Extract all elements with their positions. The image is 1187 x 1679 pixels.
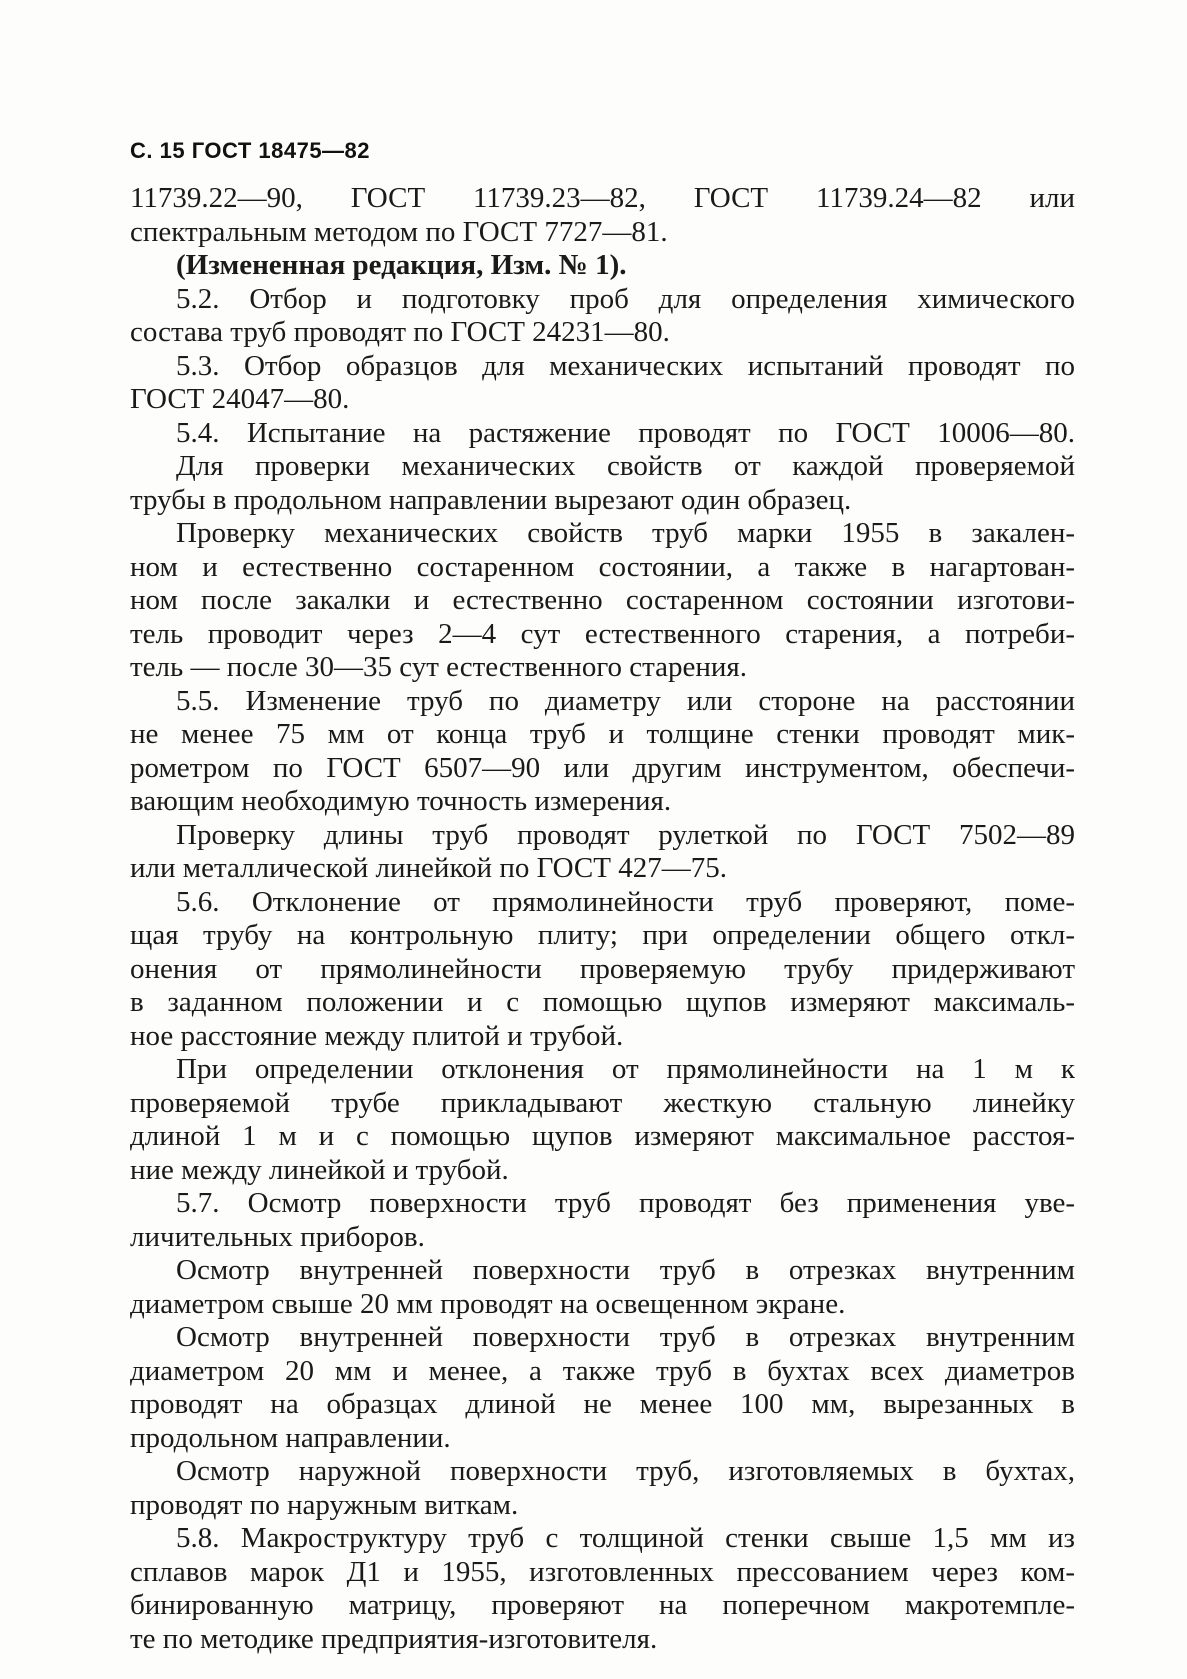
body-text (130, 182, 1075, 1656)
text-line: те по методике предприятия-изготовителя. (130, 1622, 658, 1655)
text-line: в заданном положении и с помощью щупов измеряют максималь- (130, 986, 1075, 1018)
text-line: Осмотр внутренней поверхности труб в отрезках внутренним (176, 1254, 1075, 1286)
text-line: 11739.22—90, ГОСТ 11739.23—82, ГОСТ 11739.24—82 или (130, 182, 1075, 214)
text-line: При определении отклонения от прямолинейности на 1 м к (176, 1053, 1075, 1085)
text-line: проводят на образцах длиной не менее 100 мм, вырезанных в (130, 1388, 1075, 1420)
text-line: тель — после 30—35 сут естественного старения. (130, 651, 748, 683)
text-line: Проверку длины труб проводят рулеткой по ГОСТ 7502—89 (176, 818, 1075, 851)
text-line: трубы в продольном направлении вырезают один образец. (130, 483, 852, 516)
text-line: личительных приборов. (130, 1220, 425, 1253)
text-line: Осмотр наружной поверхности труб, изготовляемых в бухтах, (176, 1455, 1075, 1487)
text-line: длиной 1 м и с помощью щупов измеряют максимальное расстоя- (130, 1120, 1075, 1152)
text-line: щая трубу на контрольную плиту; при определении общего откл- (130, 919, 1075, 951)
text-line: 5.2. Отбор и подготовку проб для определения химического (176, 282, 1075, 315)
text-line: 5.4. Испытание на растяжение проводят по ГОСТ 10006—80. (176, 416, 1075, 449)
text-line: ном после закалки и естественно состаренном состоянии изготови- (130, 584, 1075, 616)
text-line: или металлической линейкой по ГОСТ 427—75. (130, 852, 727, 884)
amendment-note: (Измененная редакция, Изм. № 1). (176, 249, 627, 281)
text-line: проверяемой трубе прикладывают жесткую стальную линейку (130, 1086, 1075, 1119)
text-line: рометром по ГОСТ 6507—90 или другим инструментом, обеспечи- (130, 751, 1075, 784)
text-line: Проверку механических свойств труб марки 1955 в закален- (176, 517, 1075, 549)
text-line: сплавов марок Д1 и 1955, изготовленных прессованием через ком- (130, 1555, 1075, 1588)
text-line: 5.8. Макроструктуру труб с толщиной стенки свыше 1,5 мм из (176, 1522, 1075, 1554)
text-line: ГОСТ 24047—80. (130, 383, 350, 415)
text-line: 5.5. Изменение труб по диаметру или стороне на расстоянии (176, 684, 1075, 717)
text-line: Для проверки механических свойств от каждой проверяемой (176, 450, 1075, 482)
text-line: ние между линейкой и трубой. (130, 1153, 509, 1186)
text-line: бинированную матрицу, проверяют на поперечном макротемпле- (130, 1589, 1075, 1621)
page-header: С. 15 ГОСТ 18475—82 (130, 138, 371, 163)
text-line: проводят по наружным виткам. (130, 1488, 519, 1521)
text-line: тель проводит через 2—4 сут естественного старения, а потреби- (130, 617, 1075, 650)
text-line: 5.6. Отклонение от прямолинейности труб проверяют, поме- (176, 885, 1075, 918)
text-line: продольном направлении. (130, 1421, 451, 1454)
text-line: диаметром свыше 20 мм проводят на освещенном экране. (130, 1287, 846, 1320)
text-line: 5.3. Отбор образцов для механических испытаний проводят по (176, 349, 1075, 382)
text-line: вающим необходимую точность измерения. (130, 785, 672, 817)
text-line: не менее 75 мм от конца труб и толщине стенки проводят мик- (130, 718, 1075, 750)
text-line: диаметром 20 мм и менее, а также труб в бухтах всех диаметров (130, 1354, 1075, 1387)
text-line: 5.7. Осмотр поверхности труб проводят без применения уве- (176, 1187, 1075, 1219)
text-line: ном и естественно состаренном состоянии, а также в нагартован- (130, 550, 1075, 583)
text-line: ное расстояние между плитой и трубой. (130, 1019, 624, 1052)
text-line: онения от прямолинейности проверяемую трубу придерживают (130, 952, 1075, 985)
text-line: спектральным методом по ГОСТ 7727—81. (130, 215, 668, 248)
text-line: Осмотр внутренней поверхности труб в отрезках внутренним (176, 1321, 1075, 1353)
text-line: состава труб проводят по ГОСТ 24231—80. (130, 316, 670, 348)
